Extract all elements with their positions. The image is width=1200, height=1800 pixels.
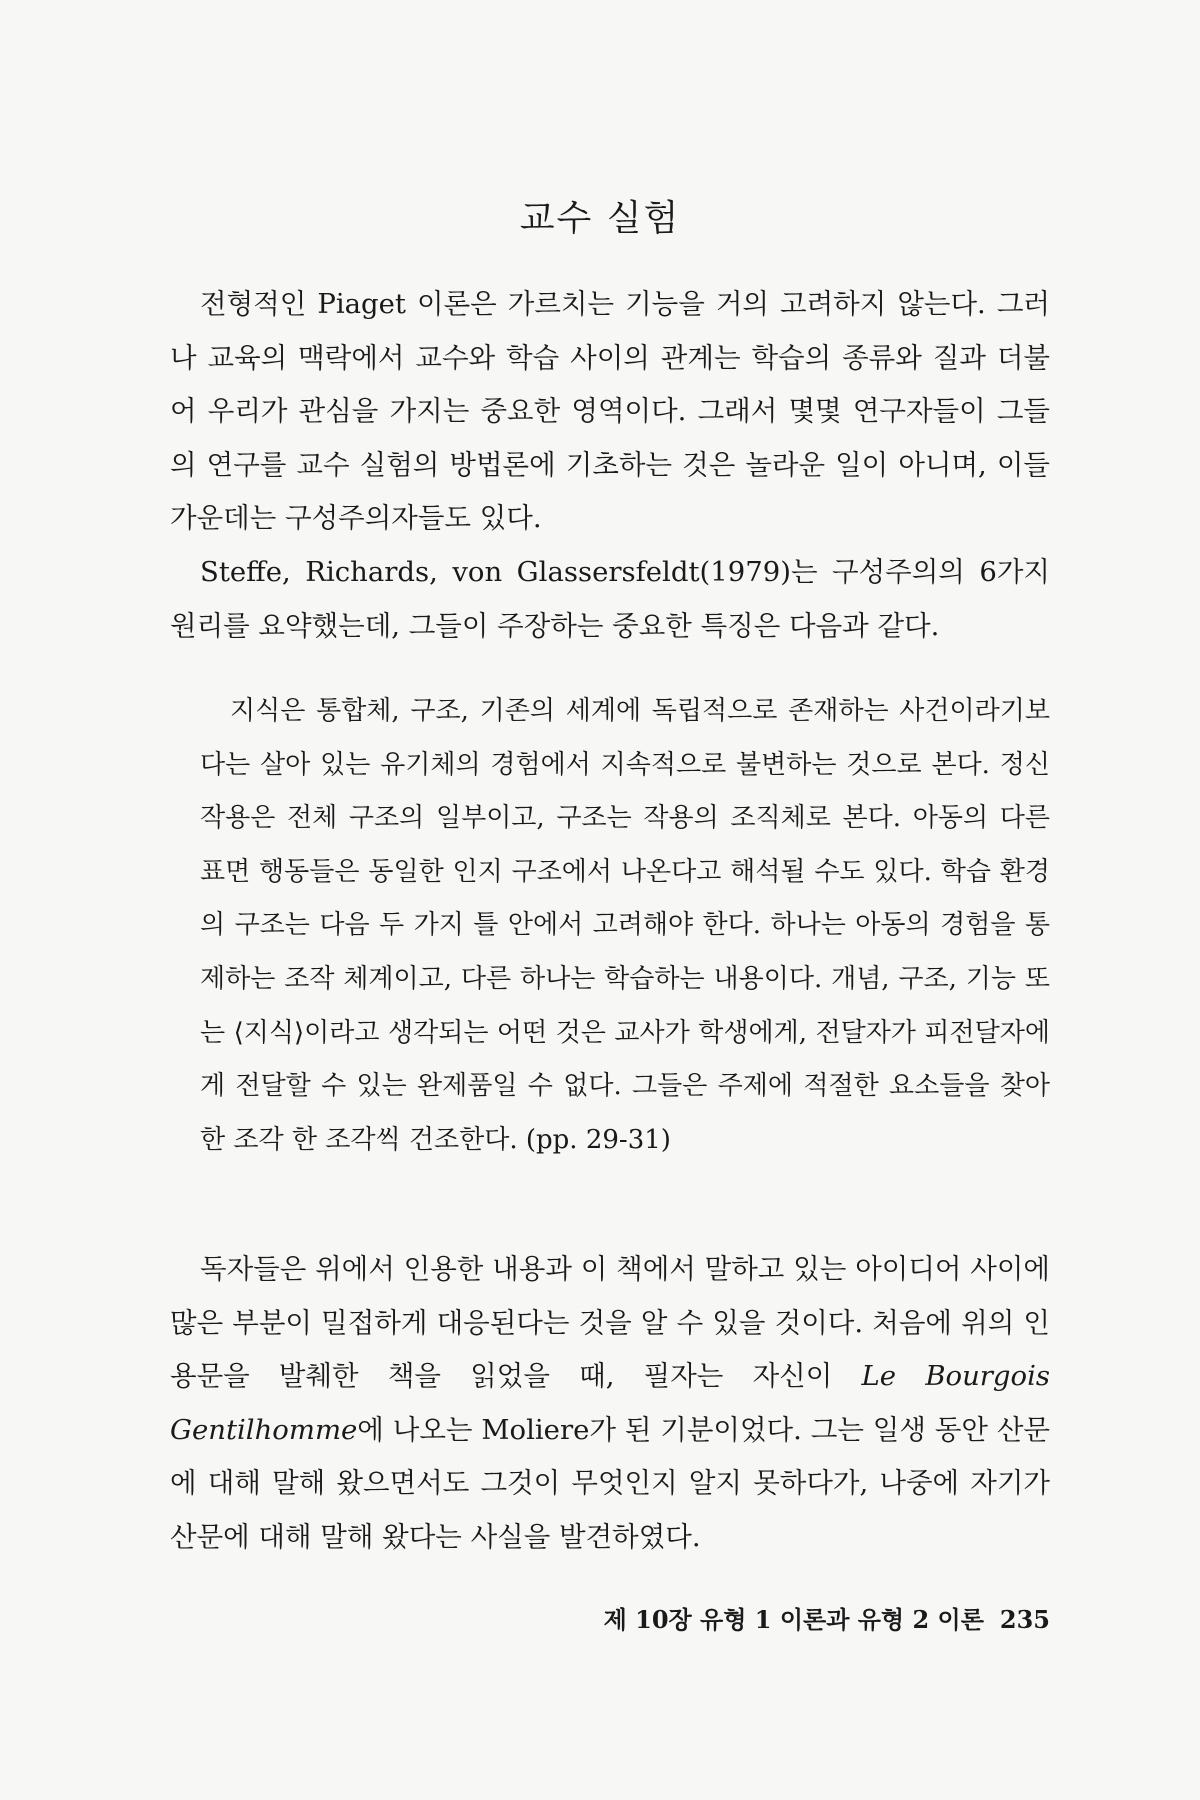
intro-paragraph-2: Steffe, Richards, von Glassersfeldt(1979)는 구성주의의 6가지 원리를 요약했는데, 그들이 주장하는 중요한 특징은 다음과 같다.	[170, 555, 1050, 642]
page-number: 235	[999, 1605, 1050, 1634]
quote-text: 지식은 통합체, 구조, 기존의 세계에 독립적으로 존재하는 사건이라기보다는 살아 있는 유기체의 경험에서 지속적으로 불변하는 것으로 본다. 정신 작용은 전체 구조의 일부이고, 구조는 작용의 조직체로 본다. 아동의 다른 표면 행동들은 동일한 인지 구조에서 나온다고 해석될 수도 있다. 학습 환경의 구조는 다음 두 가지 틀 안에서 고려해야 한다. 하나는 아동의 경험을 통제하는 조작 체계이고, 다른 하나는 학습하는 내용이다. 개념, 구조, 기능 또는 ⟨지식⟩이라고 생각되는 어떤 것은 교사가 학생에게, 전달자가 피전달자에게 전달할 수 있는 완제품일 수 없다. 그들은 주제에 적절한 요소들을 찾아 한 조각 한 조각씩 건조한다. (pp. 29-31)	[200, 696, 1050, 1155]
page-footer	[500, 1600, 1050, 1635]
section-title: 교수 실험	[519, 198, 681, 239]
closing-section	[170, 1243, 1050, 1565]
closing-paragraph	[170, 1243, 1050, 1565]
closing-text-part-1: 독자들은 위에서 인용한 내용과 이 책에서 말하고 있는 아이디어 사이에 많은 부분이 밀접하게 대응된다는 것을 알 수 있을 것이다. 처음에 위의 인용문을 발췌한 책을 읽었을 때, 필자는 자신이	[170, 1253, 1050, 1393]
book-title: Le Bourgois Gentilhomme	[170, 1360, 1051, 1446]
block-quote	[200, 685, 1050, 1167]
running-head: 제 10장 유형 1 이론과 유형 2 이론	[603, 1605, 984, 1634]
intro-paragraph-1: 전형적인 Piaget 이론은 가르치는 기능을 거의 고려하지 않는다. 그러나 교육의 맥락에서 교수와 학습 사이의 관계는 학습의 종류와 질과 더불어 우리가 관심을 가지는 중요한 영역이다. 그래서 몇몇 연구자들이 그들의 연구를 교수 실험의 방법론에 기초하는 것은 놀라운 일이 아니며, 이들 가운데는 구성주의자들도 있다.	[170, 288, 1051, 535]
closing-text-part-2: 에 나오는 Moliere가 된 기분이었다. 그는 일생 동안 산문에 대해 말해 왔으면서도 그것이 무엇인지 알지 못하다가, 나중에 자기가 산문에 대해 말해 왔다는 사실을 발견하였다.	[170, 1413, 1050, 1553]
intro-section	[170, 278, 1050, 653]
